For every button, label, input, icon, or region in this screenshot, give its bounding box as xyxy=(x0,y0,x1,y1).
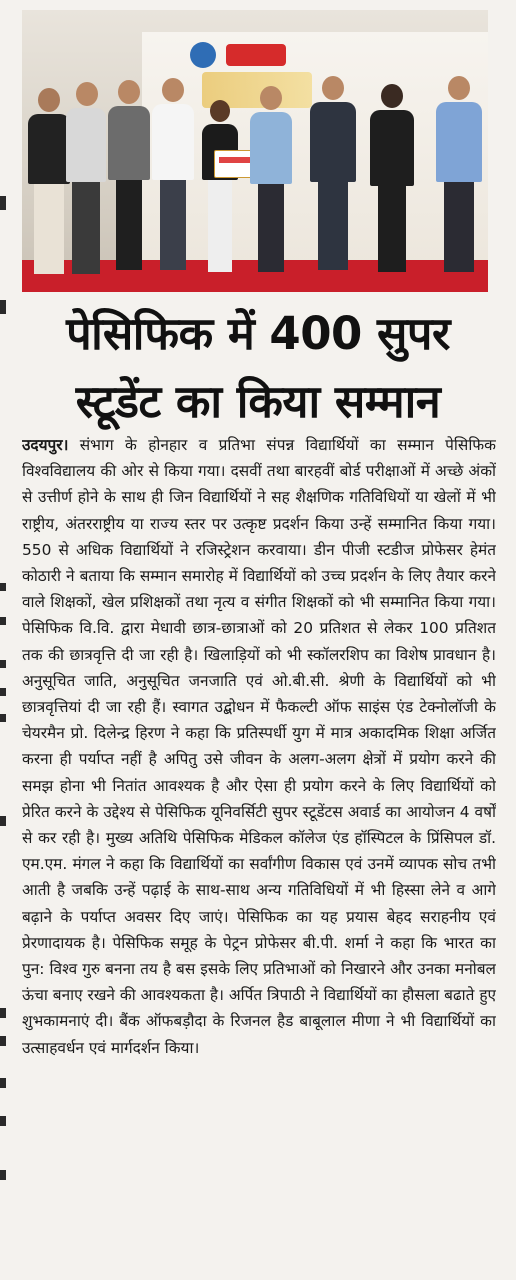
person-6 xyxy=(248,86,294,276)
headline-line-1: पेसिफिक में 400 सुपर xyxy=(66,307,450,360)
headline-line-2: स्टूडेंट का किया सम्मान xyxy=(75,375,441,428)
person-2 xyxy=(64,82,108,278)
person-7 xyxy=(308,76,358,274)
person-8 xyxy=(368,84,416,276)
person-4 xyxy=(150,78,196,274)
university-logo xyxy=(190,42,216,68)
article-body xyxy=(22,432,496,1270)
person-3 xyxy=(106,80,152,274)
award-ceremony-photo xyxy=(22,10,488,292)
person-9 xyxy=(434,76,484,276)
dateline: उदयपुर। xyxy=(22,436,69,454)
adjacent-column-fragment xyxy=(0,0,10,1280)
event-logos xyxy=(190,40,290,70)
radio-city-logo xyxy=(226,44,286,66)
article-body-text: संभाग के होनहार व प्रतिभा संपन्न विद्यार्थियों का सम्मान पेसिफिक विश्वविद्यालय की ओर से किया गया। दसवीं तथा बारहवीं बोर्ड परीक्षाओं में अच्छे अंकों से उत्तीर्ण होने के साथ ही जिन विद्यार्थियों ने सह शैक्षणिक गतिविधियों या खेलों में भी राष्ट्रीय, अंतरराष्ट्रीय या राज्य स्तर पर उत्कृष्ट प्रदर्शन किया उन्हें सम्मानित किया गया। 550 से अधिक विद्यार्थियों ने रजिस्ट्रेशन करवाया। डीन पीजी स्टडीज प्रोफेसर हेमंत कोठारी ने बताया कि सम्मान समारोह में विद्यार्थियों को उच्च प्रदर्शन के लिए तैयार करने वाले शिक्षकों, खेल प्रशिक्षकों तथा नृत्य व संगीत शिक्षकों को भी सम्मानित किया गया। पेसिफिक वि.वि. द्वारा मेधावी छात्र-छात्राओं को 20 प्रतिशत से लेकर 100 प्रतिशत तक की छात्रवृत्ति दी जा रही है। खिलाड़ियों को भी स्कॉलरशिप का विशेष प्रावधान है। अनुसूचित जाति, अनुसूचित जनजाति एवं ओ.बी.सी. श्रेणी के विद्यार्थियों को भी छात्रवृत्तियां दी जा रही हैं। स्वागत उद्बोधन में फैकल्टी ऑफ साइंस एंड टेक्नोलॉजी के चेयरमैन प्रो. दिलेन्द्र हिरण ने कहा कि प्रतिस्पर्धी युग में मात्र अकादमिक शिक्षा अर्जित करना ही पर्याप्त नहीं है अपितु उसे जीवन के अलग-अलग क्षेत्रों में प्रयोग करने की समझ होना भी नितांत आवश्यक है और ऐसा ही प्रयोग करने के लिए विद्यार्थियों को प्रेरित करने के उद्देश्य से पेसिफिक यूनिवर्सिटी सुपर स्टूडेंटस अवार्ड का आयोजन 4 वर्षों से कर रही है। मुख्य अतिथि पेसिफिक मेडिकल कॉलेज एंड हॉस्पिटल के प्रिंसिपल डॉ. एम.एम. मंगल ने कहा कि विद्यार्थियों का सर्वांगीण विकास एवं उनमें व्यापक सोच तभी आती है जबकि उन्हें पढ़ाई के साथ-साथ अन्य गतिविधियों में भी हिस्सा लेने व आगे बढ़ाने के पर्याप्त अवसर दिए जाएं। पेसिफिक का यह प्रयास बेहद सराहनीय एवं प्रेरणादायक है। पेसिफिक समूह के पेट्रन प्रोफेसर बी.पी. शर्मा ने कहा कि भारत का पुन: विश्व गुरु बनना तय है बस इसके लिए प्रतिभाओं को निखारने और उनका मनोबल ऊंचा बनाए रखने की आवश्यकता है। अर्पित त्रिपाठी ने विद्यार्थियों का हौसला बढाते हुए शुभकामनाएं दी। बैंक ऑफबड़ौदा के रिजनल हैड बाबूलाल मीणा ने भी विद्यार्थियों का उत्साहवर्धन एवं मार्गदर्शन किया। xyxy=(22,436,496,1057)
person-5-awardee xyxy=(200,100,240,276)
article-headline xyxy=(18,300,498,436)
